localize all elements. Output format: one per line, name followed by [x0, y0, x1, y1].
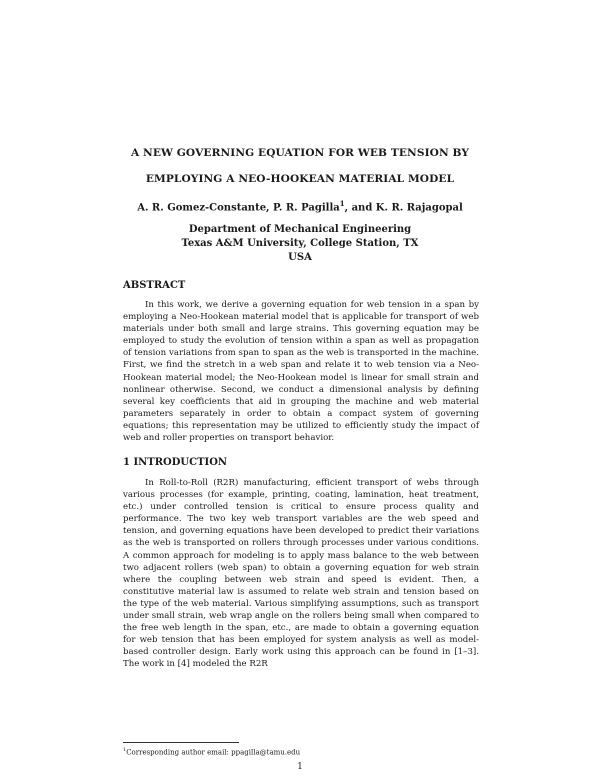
paper-title-line-2: EMPLOYING A NEO-HOOKEAN MATERIAL MODEL: [145, 173, 455, 185]
footnote-marker: 1: [123, 747, 127, 753]
abstract-heading: ABSTRACT: [123, 280, 186, 291]
affiliation-university: Texas A&M University, College Station, TX: [181, 238, 419, 249]
page-number: 1: [297, 762, 303, 772]
abstract-body: In this work, we derive a governing equation for web tension in a span by employing a Neo-Hookean material model that is applicable for transport of web materials under both small and large strains. This governing equation may be employed to study the evolution of tension within a span as well as propagation of tension variations from span to span as the web is transported in the machine. First, we find the stretch in a web span and relate it to web tension via a Neo-Hookean material model; the Neo-Hookean model is linear for small strain and nonlinear otherwise. Second, we conduct a dimensional analysis by defining several key coefficients that aid in grouping the machine and web material parameters separately in order to obtain a compact system of governing equations; this representation may be utilized to efficiently study the impact of web and roller properties on transport behavior.: [123, 300, 479, 444]
authors-rest: , and K. R. Rajagopal: [344, 202, 463, 214]
introduction-body: In Roll-to-Roll (R2R) manufacturing, efficient transport of webs through various processes (for example, printing, coating, lamination, heat treatment, etc.) under controlled tension is critical to ensure process quality and performance. The two key web transport variables are the web speed and tension, and governing equations have been developed to predict their variations as the web is transported on rollers through processes under various conditions. A common approach for modeling is to apply mass balance to the web between two adjacent rollers (web span) to obtain a governing equation for web strain where the coupling between web strain and speed is evident. Then, a constitutive material law is assumed to relate web strain and tension based on the type of the web material. Various simplifying assumptions, such as transport under small strain, web wrap angle on the rollers being small when compared to the free web length in the span, etc., are made to obtain a governing equation for web tension that has been employed for system analysis as well as model-based controller design. Early work using this approach can be found in [1–3]. The work in [4] modeled the R2R: [123, 478, 479, 670]
footnote-text: Corresponding author email: ppagilla@tamu.edu: [126, 748, 301, 757]
footnote: [123, 746, 300, 757]
footnote-divider: [123, 742, 239, 743]
introduction-heading: 1 INTRODUCTION: [123, 457, 228, 468]
affiliation-country: USA: [288, 252, 312, 263]
paper-title-line-1: A NEW GOVERNING EQUATION FOR WEB TENSION BY: [130, 147, 470, 159]
authors-first: A. R. Gomez-Constante, P. R. Pagilla: [137, 202, 340, 214]
author-list: [90, 199, 510, 213]
author-footnote-marker: 1: [339, 199, 345, 208]
affiliation-department: Department of Mechanical Engineering: [188, 224, 412, 235]
